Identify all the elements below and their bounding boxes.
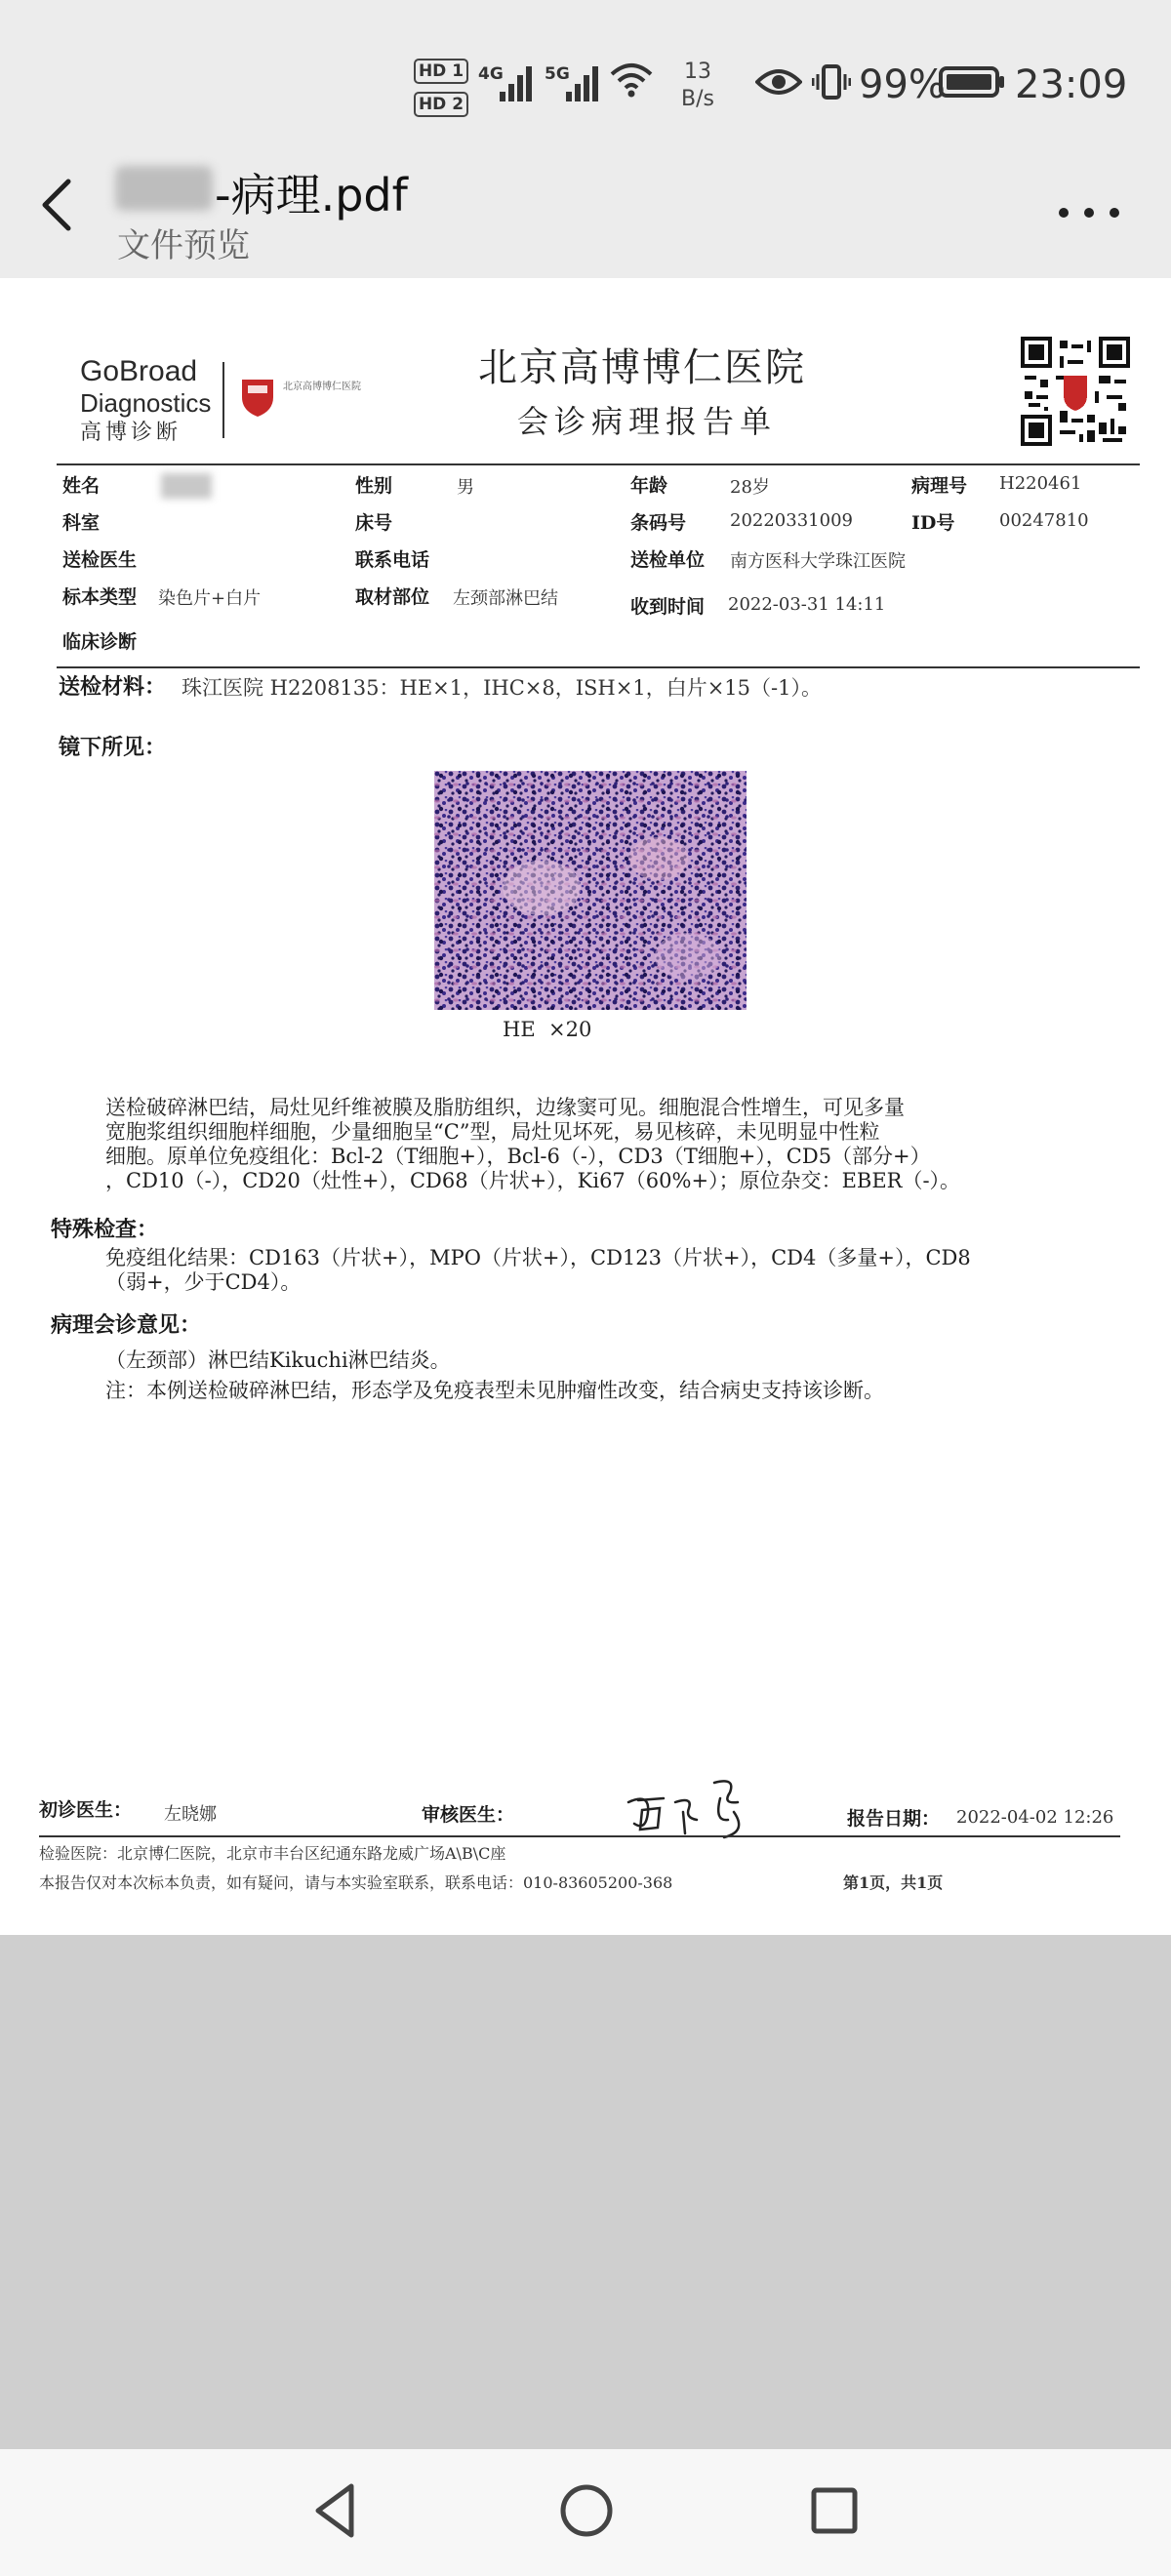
first-doctor-value: 左晓娜: [164, 1804, 217, 1825]
gobroad-logo: GoBroad Diagnostics 高博诊断: [80, 355, 212, 445]
report-title: 会诊病理报告单: [517, 403, 778, 440]
dept-label: 科室: [62, 512, 101, 534]
report-date-label: 报告日期：: [847, 1808, 941, 1830]
report-date-value: 2022-04-02 12:26: [956, 1807, 1114, 1828]
sim1-badge: HD 1: [414, 59, 468, 84]
battery-icon: [939, 66, 1005, 98]
unit-label: 送检单位: [630, 549, 706, 571]
first-doctor-label: 初诊医生：: [39, 1799, 133, 1821]
nav-recent-icon[interactable]: [800, 2476, 868, 2545]
redacted-name: [115, 166, 213, 211]
hospital-seal-icon: [238, 376, 277, 419]
disclaimer: 本报告仅对本次标本负责，如有疑问，请与本实验室联系，联系电话：010-83605200-368: [39, 1873, 673, 1892]
id-value: 00247810: [999, 510, 1089, 531]
network-type-2: 5G: [545, 64, 570, 84]
redacted-patient-name: [161, 473, 212, 499]
special-text: 免疫组化结果：CD163（片状+），MPO（片状+），CD123（片状+），CD4（多量+），CD8 （弱+，少于CD4）。: [105, 1246, 971, 1294]
reviewer-label: 审核医生：: [422, 1804, 515, 1826]
opinion-label: 病理会诊意见：: [51, 1312, 202, 1338]
micro-description: 送检破碎淋巴结，局灶见纤维被膜及脂肪组织，边缘窦可见。细胞混合性增生，可见多量 宽胞浆组织细胞样细胞，少量细胞呈“C”型，局灶见坏死，易见核碎，未见明显中性粒 细胞。原单位免疫组化：Bcl-2（T细胞+），Bcl-6（-），CD3（T细胞+），CD5（部分+） ，CD10（-），CD20（灶性+），CD68（片状+），Ki67（60%+）；原位杂交：EBER（-）。: [105, 1096, 961, 1192]
hospital-name: 北京高博博仁医院: [478, 345, 806, 390]
file-title: -病理.pdf: [215, 169, 408, 221]
battery-percent: 99%: [859, 62, 946, 107]
age-value: 28岁: [730, 477, 770, 498]
material-label: 送检材料：: [59, 674, 167, 700]
age-label: 年龄: [630, 475, 668, 497]
id-label: ID号: [911, 512, 955, 534]
reviewer-signature: [621, 1773, 767, 1841]
nav-home-icon[interactable]: [552, 2476, 621, 2545]
site-label: 取材部位: [355, 586, 430, 608]
net-speed: 13 B/s: [681, 60, 714, 111]
barcode-label: 条码号: [630, 512, 687, 534]
pathology-no-label: 病理号: [911, 475, 968, 497]
image-caption: HE ×20: [503, 1018, 592, 1041]
specimen-value: 染色片+白片: [158, 588, 262, 609]
footer-rule: [39, 1835, 1120, 1837]
clinical-label: 临床诊断: [62, 631, 138, 653]
gender-label: 性别: [355, 475, 393, 497]
material-text: 珠江医院 H2208135：HE×1，IHC×8，ISH×1，白片×15（-1）。: [182, 676, 822, 700]
opinion-text: （左颈部）淋巴结Kikuchi淋巴结炎。 注：本例送检破碎淋巴结，形态学及免疫表型未见肿瘤性改变，结合病史支持该诊断。: [105, 1348, 884, 1402]
special-label: 特殊检查：: [51, 1217, 159, 1242]
status-bar: [0, 0, 1171, 146]
name-label: 姓名: [62, 475, 101, 497]
received-label: 收到时间: [630, 596, 706, 618]
micro-label: 镜下所见：: [59, 735, 167, 760]
more-dots-icon[interactable]: [1054, 203, 1124, 222]
hospital-address: 检验医院：北京博仁医院，北京市丰台区纪通东路龙威广场A\B\C座: [39, 1844, 506, 1863]
sim2-badge: HD 2: [414, 92, 468, 117]
signal-2-icon: [566, 59, 605, 101]
clock: 23:09: [1015, 62, 1128, 107]
specimen-label: 标本类型: [62, 586, 138, 608]
file-subtitle: 文件预览: [117, 226, 250, 265]
pdf-page: [0, 278, 1171, 1935]
nav-back-icon[interactable]: [303, 2476, 371, 2545]
info-rule: [57, 666, 1140, 668]
system-nav-bar: [0, 2449, 1171, 2576]
seal-label: 北京高博博仁医院: [283, 382, 361, 392]
doctor-label: 送检医生: [62, 549, 138, 571]
micrograph-image: [434, 771, 747, 1010]
signal-1-icon: [500, 59, 539, 101]
chevron-left-icon[interactable]: [37, 176, 76, 234]
pathology-no-value: H220461: [999, 473, 1082, 494]
unit-value: 南方医科大学珠江医院: [730, 551, 906, 572]
wifi-icon: [609, 60, 654, 100]
vibrate-icon: [812, 62, 851, 101]
header-rule: [57, 463, 1140, 465]
network-type-1: 4G: [478, 64, 504, 84]
logo-divider: [222, 362, 224, 438]
barcode-value: 20220331009: [730, 510, 853, 531]
page-indicator: 第1页，共1页: [843, 1873, 944, 1892]
bed-label: 床号: [355, 512, 393, 534]
phone-label: 联系电话: [355, 549, 430, 571]
qr-code-icon: [1021, 337, 1130, 446]
site-value: 左颈部淋巴结: [453, 588, 558, 609]
eye-icon: [755, 66, 802, 98]
gender-value: 男: [457, 477, 474, 498]
app-header: [0, 146, 1171, 278]
received-value: 2022-03-31 14:11: [728, 594, 886, 615]
